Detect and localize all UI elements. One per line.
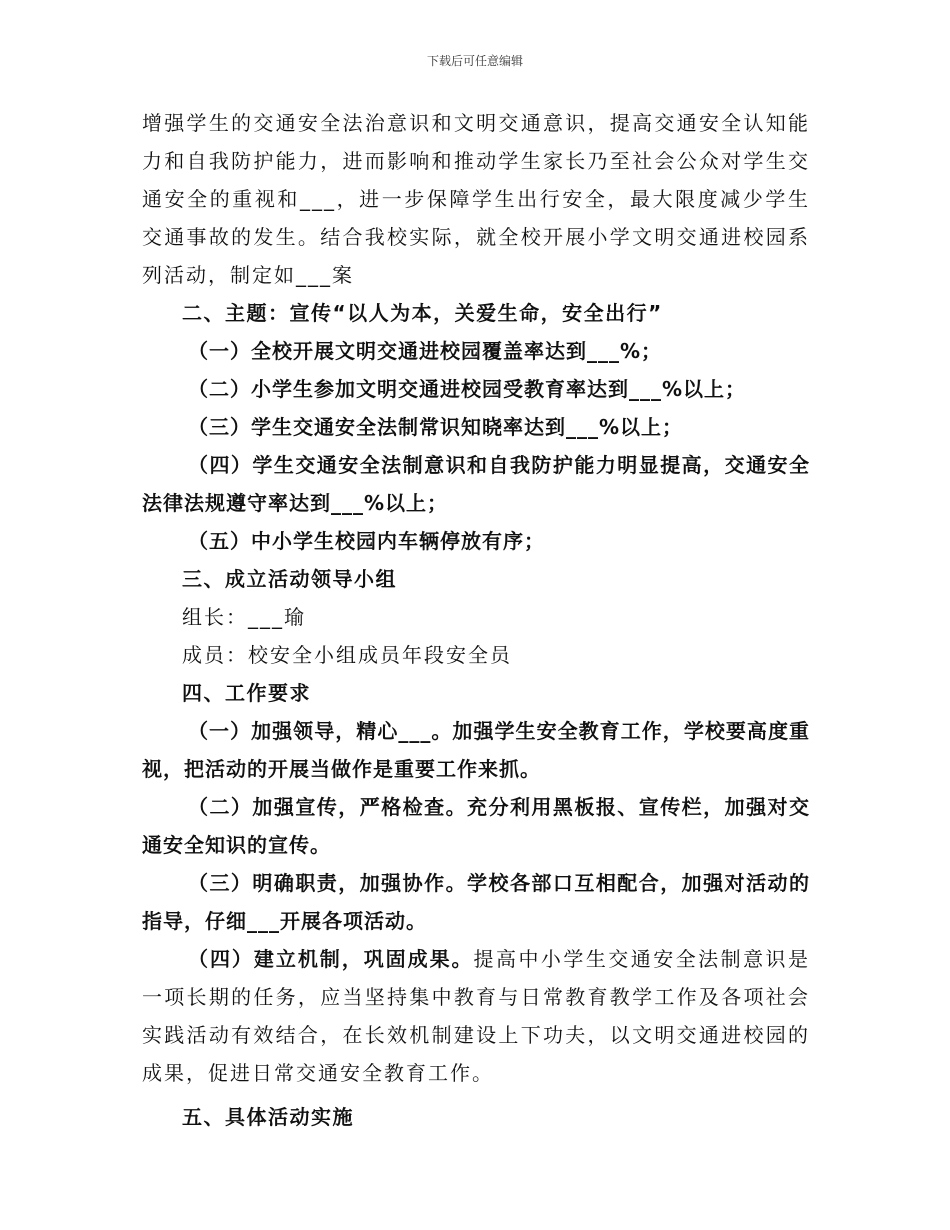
group-members: 成员：校安全小组成员年段安全员 — [182, 643, 512, 667]
goal-5: （五）中小学生校园内车辆停放有序； — [188, 529, 545, 553]
goal-1: （一）全校开展文明交通进校园覆盖率达到___%； — [188, 339, 663, 363]
requirement-1: （一）加强领导，精心___。加强学生安全教育工作，学校要高度重视，把活动的开展当做作是重要工作来抓。 — [142, 719, 810, 781]
group-leader: 组长：___瑜 — [182, 605, 306, 629]
requirement-4-body: 提高中小学生交通安全法制意识是一项长期的任务，应当坚持集中教育与日常教育教学工作及各项社会实践活动有效结合，在长效机制建设上下功夫，以文明交通进校园的成果，促进日常交通安全教育工作。 — [142, 947, 811, 1085]
intro-paragraph: 增强学生的交通安全法治意识和文明交通意识，提高交通安全认知能力和自我防护能力，进而影响和推动学生家长乃至社会公众对学生交通安全的重视和___，进一步保障学生出行安全，最大限度减少学生交通事故的发生。结合我校实际，就全校开展小学文明交通进校园系列活动，制定如___案 — [142, 111, 810, 287]
requirement-2: （二）加强宣传，严格检查。充分利用黑板报、宣传栏，加强对交通安全知识的宣传。 — [142, 795, 810, 857]
page-header: 下载后可任意编辑 — [426, 54, 523, 68]
goal-2: （二）小学生参加文明交通进校园受教育率达到___%以上； — [188, 377, 747, 401]
requirement-4 — [142, 940, 810, 1092]
section-4-heading: 四、工作要求 — [182, 681, 311, 705]
requirement-4-title: （四）建立机制，巩固成果。 — [188, 947, 474, 971]
goal-3: （三）学生交通安全法制常识知晓率达到___%以上； — [188, 415, 684, 439]
section-5-heading: 五、具体活动实施 — [182, 1105, 354, 1129]
requirement-3: （三）明确职责，加强协作。学校各部口互相配合，加强对活动的指导，仔细___开展各项活动。 — [142, 871, 810, 933]
document-body — [142, 104, 810, 1136]
section-3-heading: 三、成立活动领导小组 — [182, 567, 397, 591]
goal-4: （四）学生交通安全法制意识和自我防护能力明显提高，交通安全法律法规遵守率达到___%以上； — [142, 453, 810, 515]
section-2-heading: 二、主题：宣传“以人为本，关爱生命，安全出行” — [182, 301, 663, 325]
